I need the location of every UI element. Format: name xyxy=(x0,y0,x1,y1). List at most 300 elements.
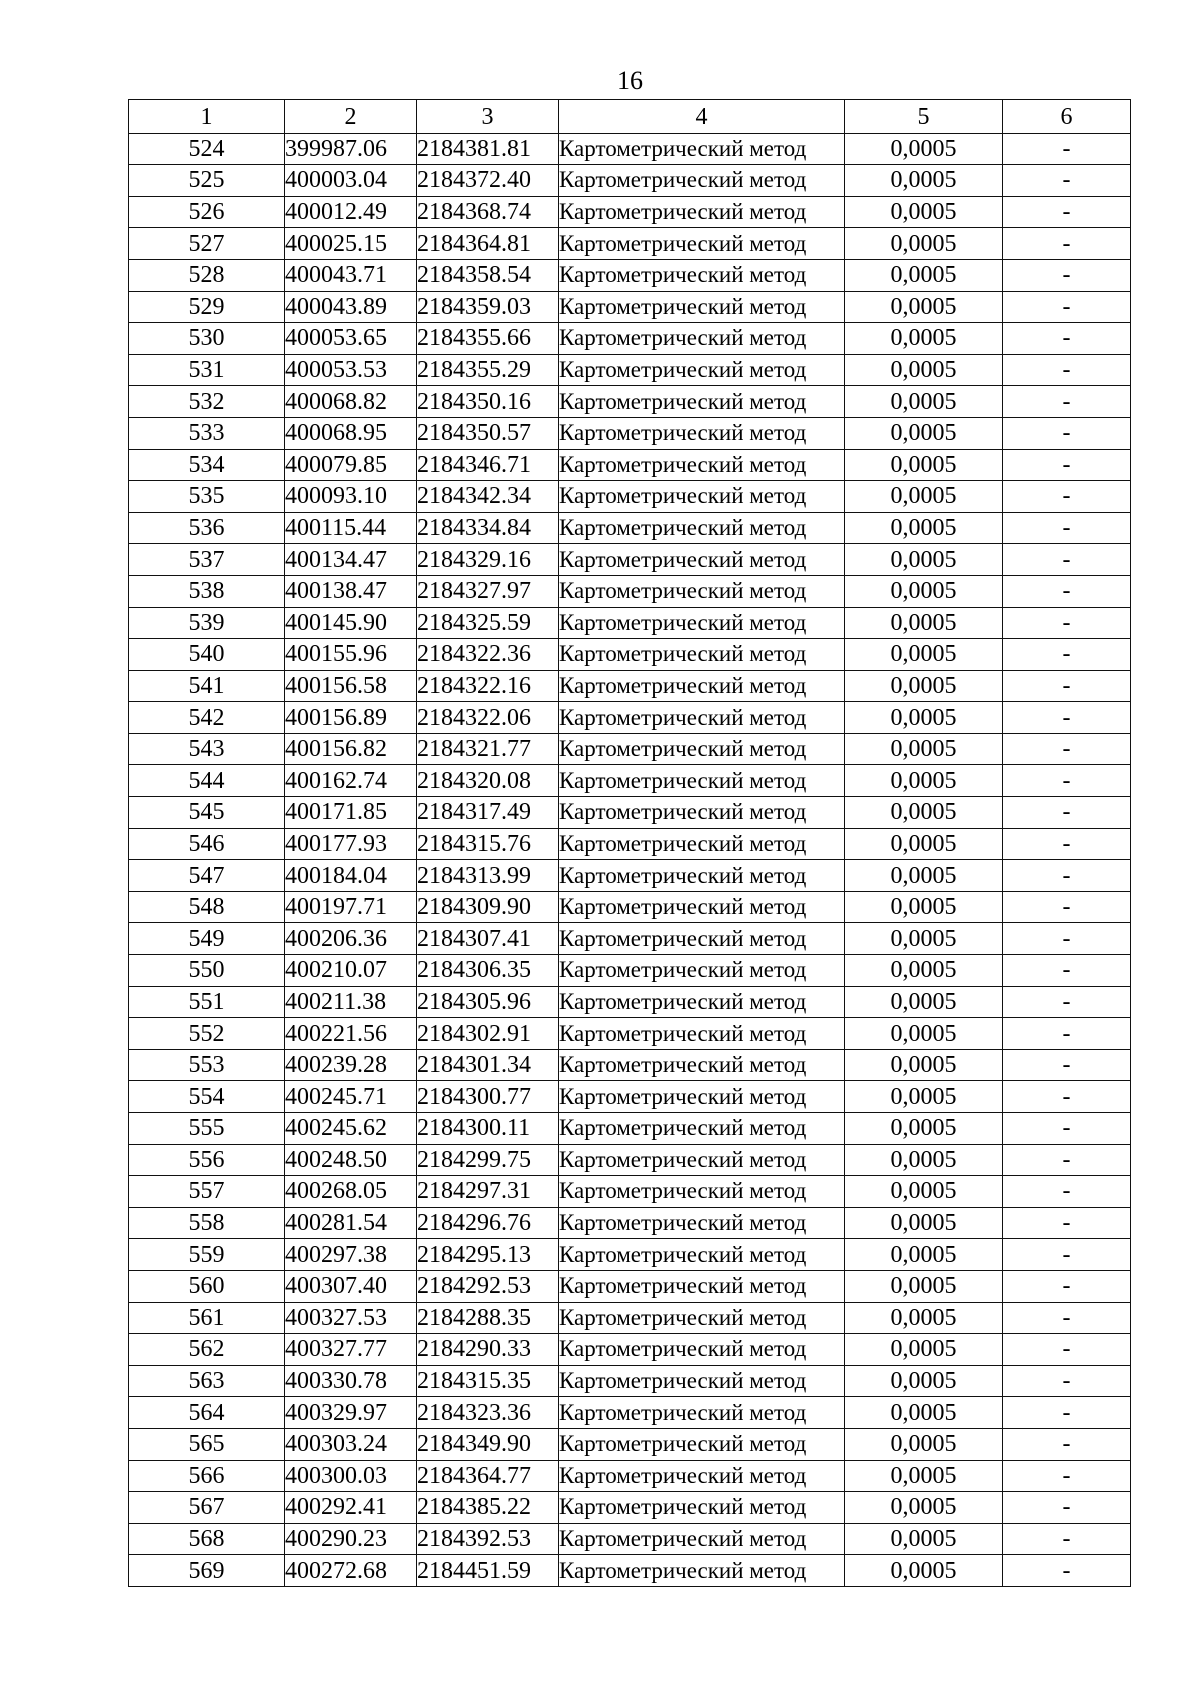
method-cell: Картометрический метод xyxy=(559,1018,845,1050)
description-cell: - xyxy=(1003,1523,1131,1555)
accuracy-cell: 0,0005 xyxy=(845,765,1003,797)
description-cell: - xyxy=(1003,575,1131,607)
accuracy-cell: 0,0005 xyxy=(845,1492,1003,1524)
accuracy-cell: 0,0005 xyxy=(845,1428,1003,1460)
description-cell: - xyxy=(1003,133,1131,165)
y-coordinate-cell: 2184288.35 xyxy=(417,1302,559,1334)
x-coordinate-cell: 400197.71 xyxy=(285,891,417,923)
method-cell: Картометрический метод xyxy=(559,891,845,923)
description-cell: - xyxy=(1003,670,1131,702)
accuracy-cell: 0,0005 xyxy=(845,291,1003,323)
description-cell: - xyxy=(1003,354,1131,386)
point-number-cell: 540 xyxy=(129,639,285,671)
x-coordinate-cell: 400079.85 xyxy=(285,449,417,481)
point-number-cell: 538 xyxy=(129,575,285,607)
method-cell: Картометрический метод xyxy=(559,1239,845,1271)
point-number-cell: 563 xyxy=(129,1365,285,1397)
table-row xyxy=(129,797,1131,829)
accuracy-cell: 0,0005 xyxy=(845,1302,1003,1334)
y-coordinate-cell: 2184296.76 xyxy=(417,1207,559,1239)
y-coordinate-cell: 2184290.33 xyxy=(417,1334,559,1366)
method-cell: Картометрический метод xyxy=(559,1523,845,1555)
table-row xyxy=(129,1334,1131,1366)
table-row xyxy=(129,259,1131,291)
table-row xyxy=(129,1365,1131,1397)
point-number-cell: 539 xyxy=(129,607,285,639)
y-coordinate-cell: 2184317.49 xyxy=(417,797,559,829)
method-cell: Картометрический метод xyxy=(559,1555,845,1587)
point-number-cell: 531 xyxy=(129,354,285,386)
description-cell: - xyxy=(1003,196,1131,228)
table-row xyxy=(129,765,1131,797)
point-number-cell: 560 xyxy=(129,1270,285,1302)
y-coordinate-cell: 2184302.91 xyxy=(417,1018,559,1050)
description-cell: - xyxy=(1003,1081,1131,1113)
y-coordinate-cell: 2184381.81 xyxy=(417,133,559,165)
point-number-cell: 536 xyxy=(129,512,285,544)
description-cell: - xyxy=(1003,544,1131,576)
table-row xyxy=(129,481,1131,513)
method-cell: Картометрический метод xyxy=(559,1302,845,1334)
x-coordinate-cell: 400162.74 xyxy=(285,765,417,797)
method-cell: Картометрический метод xyxy=(559,1049,845,1081)
y-coordinate-cell: 2184300.77 xyxy=(417,1081,559,1113)
description-cell: - xyxy=(1003,797,1131,829)
point-number-cell: 543 xyxy=(129,733,285,765)
description-cell: - xyxy=(1003,417,1131,449)
x-coordinate-cell: 400272.68 xyxy=(285,1555,417,1587)
point-number-cell: 556 xyxy=(129,1144,285,1176)
page-number: 16 xyxy=(617,66,643,95)
point-number-cell: 533 xyxy=(129,417,285,449)
x-coordinate-cell: 400115.44 xyxy=(285,512,417,544)
point-number-cell: 555 xyxy=(129,1113,285,1145)
description-cell: - xyxy=(1003,165,1131,197)
table-row xyxy=(129,1049,1131,1081)
accuracy-cell: 0,0005 xyxy=(845,417,1003,449)
point-number-cell: 566 xyxy=(129,1460,285,1492)
description-cell: - xyxy=(1003,1176,1131,1208)
y-coordinate-cell: 2184306.35 xyxy=(417,955,559,987)
table-row xyxy=(129,228,1131,260)
method-cell: Картометрический метод xyxy=(559,607,845,639)
method-cell: Картометрический метод xyxy=(559,1081,845,1113)
y-coordinate-cell: 2184342.34 xyxy=(417,481,559,513)
description-cell: - xyxy=(1003,291,1131,323)
x-coordinate-cell: 400221.56 xyxy=(285,1018,417,1050)
point-number-cell: 542 xyxy=(129,702,285,734)
accuracy-cell: 0,0005 xyxy=(845,891,1003,923)
x-coordinate-cell: 400327.53 xyxy=(285,1302,417,1334)
y-coordinate-cell: 2184307.41 xyxy=(417,923,559,955)
description-cell: - xyxy=(1003,1207,1131,1239)
description-cell: - xyxy=(1003,1270,1131,1302)
table-row xyxy=(129,1460,1131,1492)
y-coordinate-cell: 2184322.06 xyxy=(417,702,559,734)
y-coordinate-cell: 2184325.59 xyxy=(417,607,559,639)
method-cell: Картометрический метод xyxy=(559,860,845,892)
description-cell: - xyxy=(1003,228,1131,260)
point-number-cell: 554 xyxy=(129,1081,285,1113)
description-cell: - xyxy=(1003,1428,1131,1460)
table-row xyxy=(129,291,1131,323)
accuracy-cell: 0,0005 xyxy=(845,702,1003,734)
table-row xyxy=(129,1018,1131,1050)
accuracy-cell: 0,0005 xyxy=(845,1207,1003,1239)
table-row xyxy=(129,986,1131,1018)
x-coordinate-cell: 400156.82 xyxy=(285,733,417,765)
description-cell: - xyxy=(1003,1049,1131,1081)
point-number-cell: 559 xyxy=(129,1239,285,1271)
x-coordinate-cell: 400330.78 xyxy=(285,1365,417,1397)
accuracy-cell: 0,0005 xyxy=(845,354,1003,386)
x-coordinate-cell: 400025.15 xyxy=(285,228,417,260)
accuracy-cell: 0,0005 xyxy=(845,1018,1003,1050)
description-cell: - xyxy=(1003,1365,1131,1397)
point-number-cell: 525 xyxy=(129,165,285,197)
table-row xyxy=(129,354,1131,386)
accuracy-cell: 0,0005 xyxy=(845,512,1003,544)
description-cell: - xyxy=(1003,512,1131,544)
accuracy-cell: 0,0005 xyxy=(845,1176,1003,1208)
table-row xyxy=(129,1302,1131,1334)
y-coordinate-cell: 2184385.22 xyxy=(417,1492,559,1524)
method-cell: Картометрический метод xyxy=(559,1428,845,1460)
y-coordinate-cell: 2184349.90 xyxy=(417,1428,559,1460)
table-row xyxy=(129,544,1131,576)
x-coordinate-cell: 400307.40 xyxy=(285,1270,417,1302)
table-row xyxy=(129,1176,1131,1208)
point-number-cell: 541 xyxy=(129,670,285,702)
table-row xyxy=(129,1270,1131,1302)
column-header-3: 3 xyxy=(417,100,559,134)
accuracy-cell: 0,0005 xyxy=(845,670,1003,702)
point-number-cell: 548 xyxy=(129,891,285,923)
x-coordinate-cell: 400327.77 xyxy=(285,1334,417,1366)
y-coordinate-cell: 2184299.75 xyxy=(417,1144,559,1176)
point-number-cell: 562 xyxy=(129,1334,285,1366)
point-number-cell: 561 xyxy=(129,1302,285,1334)
accuracy-cell: 0,0005 xyxy=(845,607,1003,639)
point-number-cell: 551 xyxy=(129,986,285,1018)
x-coordinate-cell: 400145.90 xyxy=(285,607,417,639)
point-number-cell: 524 xyxy=(129,133,285,165)
accuracy-cell: 0,0005 xyxy=(845,1397,1003,1429)
accuracy-cell: 0,0005 xyxy=(845,733,1003,765)
y-coordinate-cell: 2184297.31 xyxy=(417,1176,559,1208)
y-coordinate-cell: 2184364.81 xyxy=(417,228,559,260)
x-coordinate-cell: 400211.38 xyxy=(285,986,417,1018)
table-row xyxy=(129,133,1131,165)
table-row xyxy=(129,1523,1131,1555)
table-row xyxy=(129,1113,1131,1145)
method-cell: Картометрический метод xyxy=(559,196,845,228)
y-coordinate-cell: 2184300.11 xyxy=(417,1113,559,1145)
y-coordinate-cell: 2184292.53 xyxy=(417,1270,559,1302)
method-cell: Картометрический метод xyxy=(559,354,845,386)
y-coordinate-cell: 2184350.57 xyxy=(417,417,559,449)
method-cell: Картометрический метод xyxy=(559,1397,845,1429)
accuracy-cell: 0,0005 xyxy=(845,1460,1003,1492)
point-number-cell: 532 xyxy=(129,386,285,418)
table-row xyxy=(129,449,1131,481)
table-row xyxy=(129,639,1131,671)
method-cell: Картометрический метод xyxy=(559,670,845,702)
table-row xyxy=(129,1397,1131,1429)
accuracy-cell: 0,0005 xyxy=(845,1113,1003,1145)
x-coordinate-cell: 400245.62 xyxy=(285,1113,417,1145)
point-number-cell: 568 xyxy=(129,1523,285,1555)
table-row xyxy=(129,923,1131,955)
y-coordinate-cell: 2184346.71 xyxy=(417,449,559,481)
point-number-cell: 528 xyxy=(129,259,285,291)
method-cell: Картометрический метод xyxy=(559,512,845,544)
point-number-cell: 527 xyxy=(129,228,285,260)
table-row xyxy=(129,955,1131,987)
description-cell: - xyxy=(1003,481,1131,513)
point-number-cell: 564 xyxy=(129,1397,285,1429)
description-cell: - xyxy=(1003,891,1131,923)
description-cell: - xyxy=(1003,1302,1131,1334)
x-coordinate-cell: 400281.54 xyxy=(285,1207,417,1239)
x-coordinate-cell: 400245.71 xyxy=(285,1081,417,1113)
accuracy-cell: 0,0005 xyxy=(845,481,1003,513)
method-cell: Картометрический метод xyxy=(559,259,845,291)
table-row xyxy=(129,165,1131,197)
table-row xyxy=(129,828,1131,860)
table-row xyxy=(129,417,1131,449)
method-cell: Картометрический метод xyxy=(559,1176,845,1208)
x-coordinate-cell: 400134.47 xyxy=(285,544,417,576)
description-cell: - xyxy=(1003,1018,1131,1050)
table-row xyxy=(129,1555,1131,1587)
x-coordinate-cell: 400156.89 xyxy=(285,702,417,734)
x-coordinate-cell: 400303.24 xyxy=(285,1428,417,1460)
y-coordinate-cell: 2184322.36 xyxy=(417,639,559,671)
method-cell: Картометрический метод xyxy=(559,133,845,165)
table-row xyxy=(129,1239,1131,1271)
accuracy-cell: 0,0005 xyxy=(845,860,1003,892)
y-coordinate-cell: 2184358.54 xyxy=(417,259,559,291)
method-cell: Картометрический метод xyxy=(559,386,845,418)
point-number-cell: 546 xyxy=(129,828,285,860)
y-coordinate-cell: 2184309.90 xyxy=(417,891,559,923)
x-coordinate-cell: 400292.41 xyxy=(285,1492,417,1524)
method-cell: Картометрический метод xyxy=(559,323,845,355)
accuracy-cell: 0,0005 xyxy=(845,323,1003,355)
x-coordinate-cell: 400043.71 xyxy=(285,259,417,291)
description-cell: - xyxy=(1003,1460,1131,1492)
method-cell: Картометрический метод xyxy=(559,1207,845,1239)
y-coordinate-cell: 2184329.16 xyxy=(417,544,559,576)
accuracy-cell: 0,0005 xyxy=(845,575,1003,607)
column-header-5: 5 xyxy=(845,100,1003,134)
table-row xyxy=(129,891,1131,923)
y-coordinate-cell: 2184350.16 xyxy=(417,386,559,418)
point-number-cell: 550 xyxy=(129,955,285,987)
accuracy-cell: 0,0005 xyxy=(845,1144,1003,1176)
method-cell: Картометрический метод xyxy=(559,733,845,765)
y-coordinate-cell: 2184327.97 xyxy=(417,575,559,607)
method-cell: Картометрический метод xyxy=(559,923,845,955)
y-coordinate-cell: 2184313.99 xyxy=(417,860,559,892)
x-coordinate-cell: 400068.95 xyxy=(285,417,417,449)
accuracy-cell: 0,0005 xyxy=(845,1049,1003,1081)
point-number-cell: 565 xyxy=(129,1428,285,1460)
accuracy-cell: 0,0005 xyxy=(845,1523,1003,1555)
x-coordinate-cell: 400300.03 xyxy=(285,1460,417,1492)
method-cell: Картометрический метод xyxy=(559,828,845,860)
description-cell: - xyxy=(1003,386,1131,418)
y-coordinate-cell: 2184321.77 xyxy=(417,733,559,765)
description-cell: - xyxy=(1003,259,1131,291)
y-coordinate-cell: 2184451.59 xyxy=(417,1555,559,1587)
point-number-cell: 549 xyxy=(129,923,285,955)
x-coordinate-cell: 400206.36 xyxy=(285,923,417,955)
point-number-cell: 530 xyxy=(129,323,285,355)
accuracy-cell: 0,0005 xyxy=(845,639,1003,671)
table-row xyxy=(129,670,1131,702)
accuracy-cell: 0,0005 xyxy=(845,386,1003,418)
method-cell: Картометрический метод xyxy=(559,1492,845,1524)
method-cell: Картометрический метод xyxy=(559,797,845,829)
point-number-cell: 567 xyxy=(129,1492,285,1524)
accuracy-cell: 0,0005 xyxy=(845,1334,1003,1366)
point-number-cell: 537 xyxy=(129,544,285,576)
y-coordinate-cell: 2184355.66 xyxy=(417,323,559,355)
description-cell: - xyxy=(1003,1144,1131,1176)
x-coordinate-cell: 400171.85 xyxy=(285,797,417,829)
description-cell: - xyxy=(1003,323,1131,355)
point-number-cell: 552 xyxy=(129,1018,285,1050)
method-cell: Картометрический метод xyxy=(559,702,845,734)
accuracy-cell: 0,0005 xyxy=(845,828,1003,860)
x-coordinate-cell: 400239.28 xyxy=(285,1049,417,1081)
method-cell: Картометрический метод xyxy=(559,417,845,449)
x-coordinate-cell: 400043.89 xyxy=(285,291,417,323)
table-row xyxy=(129,702,1131,734)
x-coordinate-cell: 400210.07 xyxy=(285,955,417,987)
point-number-cell: 544 xyxy=(129,765,285,797)
accuracy-cell: 0,0005 xyxy=(845,196,1003,228)
y-coordinate-cell: 2184320.08 xyxy=(417,765,559,797)
y-coordinate-cell: 2184301.34 xyxy=(417,1049,559,1081)
method-cell: Картометрический метод xyxy=(559,228,845,260)
method-cell: Картометрический метод xyxy=(559,1113,845,1145)
description-cell: - xyxy=(1003,765,1131,797)
accuracy-cell: 0,0005 xyxy=(845,797,1003,829)
method-cell: Картометрический метод xyxy=(559,449,845,481)
point-number-cell: 545 xyxy=(129,797,285,829)
y-coordinate-cell: 2184322.16 xyxy=(417,670,559,702)
x-coordinate-cell: 400268.05 xyxy=(285,1176,417,1208)
table-row xyxy=(129,575,1131,607)
table-row xyxy=(129,1207,1131,1239)
x-coordinate-cell: 400138.47 xyxy=(285,575,417,607)
description-cell: - xyxy=(1003,1239,1131,1271)
table-row xyxy=(129,1492,1131,1524)
y-coordinate-cell: 2184355.29 xyxy=(417,354,559,386)
table-row xyxy=(129,1144,1131,1176)
method-cell: Картометрический метод xyxy=(559,955,845,987)
point-number-cell: 558 xyxy=(129,1207,285,1239)
point-number-cell: 534 xyxy=(129,449,285,481)
accuracy-cell: 0,0005 xyxy=(845,1365,1003,1397)
table-row xyxy=(129,860,1131,892)
y-coordinate-cell: 2184334.84 xyxy=(417,512,559,544)
description-cell: - xyxy=(1003,986,1131,1018)
y-coordinate-cell: 2184315.76 xyxy=(417,828,559,860)
accuracy-cell: 0,0005 xyxy=(845,1081,1003,1113)
method-cell: Картометрический метод xyxy=(559,544,845,576)
description-cell: - xyxy=(1003,1334,1131,1366)
x-coordinate-cell: 400177.93 xyxy=(285,828,417,860)
y-coordinate-cell: 2184359.03 xyxy=(417,291,559,323)
x-coordinate-cell: 400068.82 xyxy=(285,386,417,418)
method-cell: Картометрический метод xyxy=(559,1334,845,1366)
point-number-cell: 529 xyxy=(129,291,285,323)
x-coordinate-cell: 400156.58 xyxy=(285,670,417,702)
method-cell: Картометрический метод xyxy=(559,639,845,671)
accuracy-cell: 0,0005 xyxy=(845,1555,1003,1587)
method-cell: Картометрический метод xyxy=(559,481,845,513)
y-coordinate-cell: 2184364.77 xyxy=(417,1460,559,1492)
x-coordinate-cell: 400248.50 xyxy=(285,1144,417,1176)
y-coordinate-cell: 2184305.96 xyxy=(417,986,559,1018)
description-cell: - xyxy=(1003,639,1131,671)
accuracy-cell: 0,0005 xyxy=(845,923,1003,955)
description-cell: - xyxy=(1003,607,1131,639)
table-header-row xyxy=(129,100,1131,134)
y-coordinate-cell: 2184372.40 xyxy=(417,165,559,197)
table-row xyxy=(129,386,1131,418)
coordinates-table xyxy=(128,99,1131,1587)
column-header-2: 2 xyxy=(285,100,417,134)
description-cell: - xyxy=(1003,449,1131,481)
table-row xyxy=(129,1081,1131,1113)
description-cell: - xyxy=(1003,955,1131,987)
method-cell: Картометрический метод xyxy=(559,765,845,797)
x-coordinate-cell: 400290.23 xyxy=(285,1523,417,1555)
method-cell: Картометрический метод xyxy=(559,165,845,197)
table-row xyxy=(129,1428,1131,1460)
accuracy-cell: 0,0005 xyxy=(845,544,1003,576)
x-coordinate-cell: 400093.10 xyxy=(285,481,417,513)
accuracy-cell: 0,0005 xyxy=(845,133,1003,165)
x-coordinate-cell: 400297.38 xyxy=(285,1239,417,1271)
table-row xyxy=(129,323,1131,355)
table-row xyxy=(129,196,1131,228)
method-cell: Картометрический метод xyxy=(559,1460,845,1492)
column-header-1: 1 xyxy=(129,100,285,134)
x-coordinate-cell: 400003.04 xyxy=(285,165,417,197)
accuracy-cell: 0,0005 xyxy=(845,449,1003,481)
x-coordinate-cell: 400053.65 xyxy=(285,323,417,355)
method-cell: Картометрический метод xyxy=(559,291,845,323)
accuracy-cell: 0,0005 xyxy=(845,259,1003,291)
method-cell: Картометрический метод xyxy=(559,986,845,1018)
method-cell: Картометрический метод xyxy=(559,1144,845,1176)
description-cell: - xyxy=(1003,702,1131,734)
x-coordinate-cell: 400053.53 xyxy=(285,354,417,386)
description-cell: - xyxy=(1003,1113,1131,1145)
x-coordinate-cell: 400329.97 xyxy=(285,1397,417,1429)
column-header-4: 4 xyxy=(559,100,845,134)
method-cell: Картометрический метод xyxy=(559,1365,845,1397)
y-coordinate-cell: 2184323.36 xyxy=(417,1397,559,1429)
description-cell: - xyxy=(1003,1555,1131,1587)
y-coordinate-cell: 2184315.35 xyxy=(417,1365,559,1397)
